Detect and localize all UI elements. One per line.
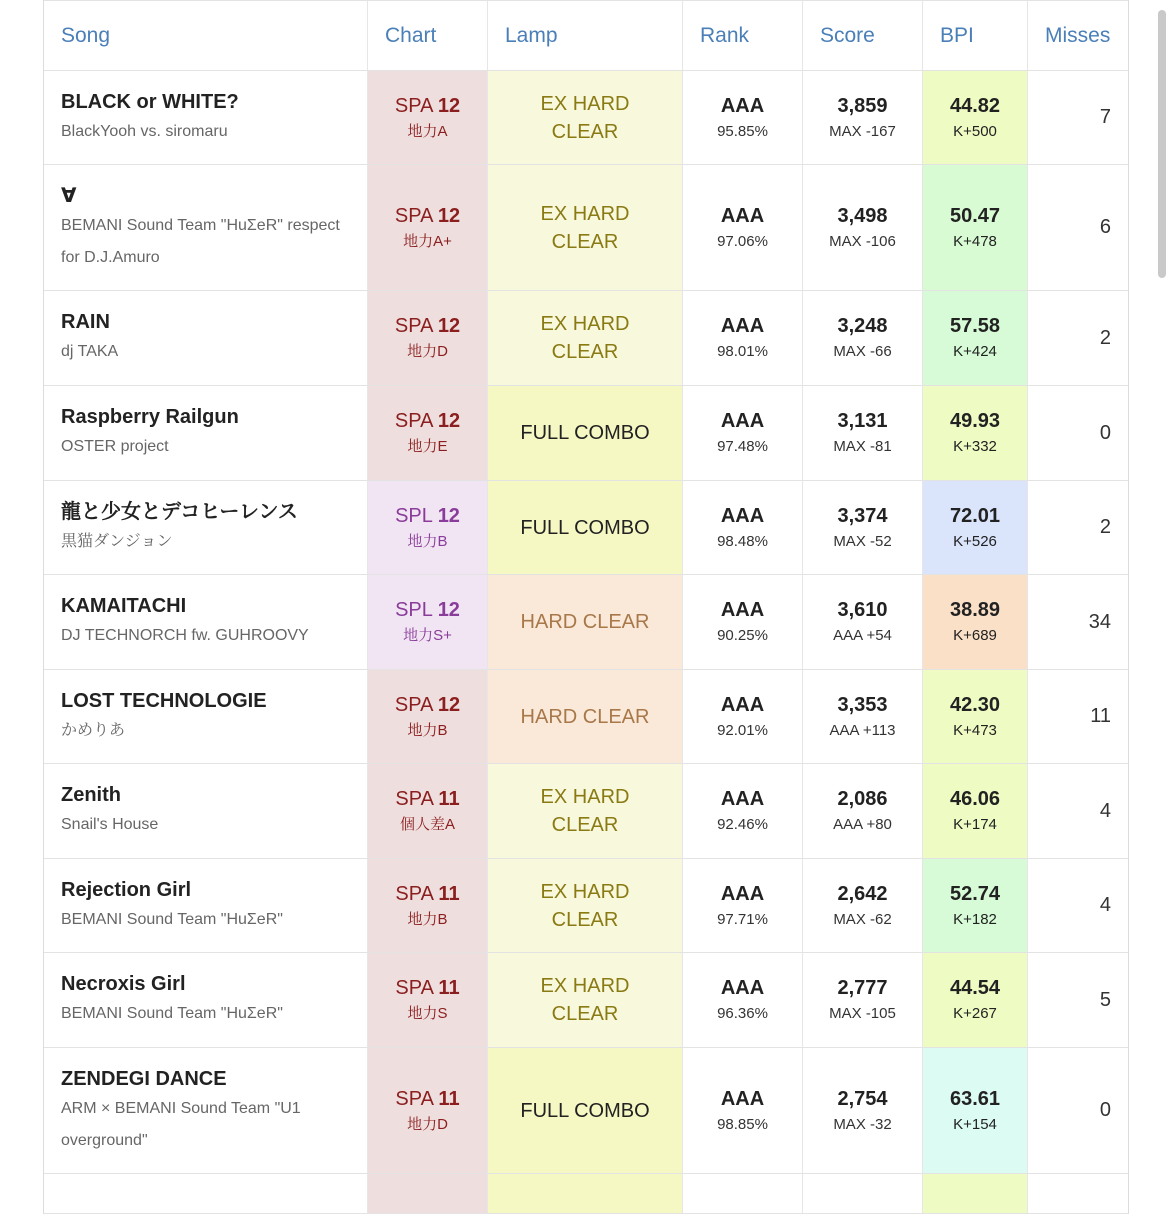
rank-grade: AAA	[720, 977, 765, 999]
chart-tier: 地力S	[407, 1005, 448, 1022]
bpi-value: 63.61	[949, 1087, 1001, 1110]
rank-grade: AAA	[720, 788, 765, 810]
score-cell	[803, 71, 923, 164]
song-artist: BEMANI Sound Team "HuΣeR"	[61, 910, 283, 928]
bpi-value: 42.30	[949, 693, 1001, 716]
chart-cell	[368, 165, 488, 290]
bpi-value: 52.74	[949, 882, 1001, 905]
song-title[interactable]: ZENDEGI DANCE	[61, 1067, 227, 1090]
song-title[interactable]: ∀	[61, 184, 77, 207]
chart-difficulty: SPA 12	[394, 94, 461, 117]
rank-cell	[683, 165, 803, 290]
bpi-value: 57.58	[949, 315, 1001, 337]
rank-rate: 95.85%	[717, 122, 768, 140]
bpi-kaiden: K+500	[953, 122, 997, 140]
chart-difficulty: SPA 12	[394, 204, 461, 227]
score-value: 3,374	[837, 504, 888, 527]
lamp-cell	[488, 481, 683, 574]
chart-tier: 地力B	[407, 721, 448, 739]
table-row[interactable]	[44, 71, 1128, 165]
song-title[interactable]: Raspberry Railgun	[61, 406, 239, 428]
bpi-kaiden: K+689	[953, 627, 997, 644]
header-bpi[interactable]: BPI	[923, 1, 1028, 70]
chart-tier: 地力A	[407, 122, 448, 140]
rank-rate: 92.01%	[717, 721, 768, 739]
scrollbar[interactable]	[1158, 10, 1166, 278]
misses-cell	[1028, 764, 1128, 858]
bpi-value: 72.01	[949, 504, 1001, 527]
score-value: 3,610	[837, 599, 888, 621]
score-diff: MAX -62	[833, 910, 892, 928]
table-row[interactable]	[44, 1048, 1128, 1174]
table-row[interactable]	[44, 859, 1128, 953]
lamp-label-cont: CLEAR	[551, 341, 619, 363]
rank-rate: 97.48%	[717, 438, 768, 455]
chart-difficulty: SPA 12	[394, 693, 461, 716]
misses-cell	[1028, 859, 1128, 952]
chart-difficulty: SPA 11	[395, 1087, 460, 1110]
score-diff: MAX -32	[833, 1115, 892, 1133]
song-cell	[44, 953, 368, 1047]
score-cell	[803, 859, 923, 952]
rank-rate: 98.85%	[717, 1115, 768, 1133]
bpi-cell	[923, 670, 1028, 763]
bpi-kaiden: K+174	[953, 816, 997, 833]
chart-cell	[368, 575, 488, 669]
song-cell	[44, 1048, 368, 1173]
rank-rate: 90.25%	[717, 627, 768, 644]
misses-cell	[1028, 165, 1128, 290]
misses-cell	[1028, 71, 1128, 164]
lamp-label-cont: CLEAR	[551, 908, 619, 931]
bpi-value: 49.93	[949, 410, 1001, 432]
chart-difficulty: SPL 12	[395, 599, 460, 621]
rank-cell	[683, 71, 803, 164]
misses-cell	[1028, 1174, 1128, 1213]
misses-cell	[1028, 670, 1128, 763]
rank-grade: AAA	[720, 882, 765, 905]
table-body	[44, 71, 1128, 1214]
bpi-cell	[923, 291, 1028, 385]
rank-rate: 98.01%	[717, 343, 768, 360]
rank-grade: AAA	[720, 1087, 765, 1110]
rank-grade: AAA	[720, 599, 765, 621]
rank-cell	[683, 953, 803, 1047]
lamp-cell	[488, 165, 683, 290]
score-value: 2,086	[837, 788, 888, 810]
score-diff: MAX -106	[829, 232, 896, 250]
chart-cell	[368, 859, 488, 952]
song-cell	[44, 670, 368, 763]
bpi-cell	[923, 386, 1028, 480]
song-artist: BlackYooh vs. siromaru	[61, 122, 228, 140]
score-cell	[803, 386, 923, 480]
table-row[interactable]	[44, 1174, 1128, 1214]
table-row[interactable]	[44, 670, 1128, 764]
song-title[interactable]: RAIN	[61, 311, 110, 333]
rank-cell	[683, 291, 803, 385]
chart-tier: 地力B	[407, 532, 448, 550]
misses-cell	[1028, 386, 1128, 480]
misses-cell	[1028, 291, 1128, 385]
bpi-kaiden: K+332	[953, 438, 997, 455]
chart-difficulty: SPA 11	[395, 788, 460, 810]
chart-difficulty: SPA 11	[395, 882, 460, 905]
chart-tier: 地力D	[407, 1115, 448, 1133]
bpi-kaiden: K+154	[953, 1115, 997, 1133]
chart-cell	[368, 670, 488, 763]
table-row[interactable]	[44, 764, 1128, 859]
lamp-label: EX HARD	[540, 92, 630, 115]
bpi-value: 44.54	[949, 977, 1001, 999]
chart-cell	[368, 71, 488, 164]
table-row[interactable]	[44, 953, 1128, 1048]
table-header	[44, 0, 1128, 71]
lamp-cell	[488, 291, 683, 385]
chart-difficulty: SPA 12	[394, 410, 461, 432]
bpi-cell	[923, 1048, 1028, 1173]
score-cell	[803, 481, 923, 574]
song-cell	[44, 481, 368, 574]
misses-count: 7	[1099, 106, 1111, 128]
misses-count: 5	[1099, 988, 1111, 1011]
score-value: 2,754	[837, 1087, 888, 1110]
rank-cell	[683, 764, 803, 858]
lamp-label: HARD CLEAR	[520, 611, 650, 633]
song-title[interactable]: BLACK or WHITE?	[61, 90, 239, 113]
chart-cell	[368, 481, 488, 574]
song-artist: かめりあ	[61, 721, 126, 739]
misses-count: 11	[1090, 705, 1111, 727]
bpi-cell	[923, 953, 1028, 1047]
score-cell	[803, 1048, 923, 1173]
misses-count: 4	[1099, 894, 1111, 916]
score-cell	[803, 670, 923, 763]
score-diff: AAA +54	[833, 627, 892, 644]
lamp-cell	[488, 953, 683, 1047]
chart-tier: 地力A+	[403, 232, 452, 250]
lamp-cell	[488, 670, 683, 763]
header-score[interactable]: Score	[803, 1, 923, 70]
lamp-label: FULL COMBO	[520, 516, 650, 539]
song-artist: dj TAKA	[61, 343, 119, 360]
misses-count: 4	[1099, 799, 1111, 822]
misses-cell	[1028, 481, 1128, 574]
bpi-kaiden: K+267	[953, 1005, 997, 1022]
score-value: 2,777	[837, 977, 888, 999]
song-title[interactable]: 龍と少女とデコヒーレンス	[61, 500, 298, 523]
misses-count: 0	[1099, 421, 1111, 444]
bpi-value: 44.82	[949, 94, 1001, 117]
song-artist: Snail's House	[61, 816, 159, 833]
misses-cell	[1028, 1048, 1128, 1173]
score-diff: MAX -52	[833, 532, 892, 550]
header-chart[interactable]: Chart	[368, 1, 488, 70]
lamp-label: EX HARD	[540, 786, 630, 808]
chart-tier: 地力E	[407, 438, 448, 455]
misses-count: 2	[1099, 516, 1111, 538]
lamp-label: FULL COMBO	[520, 1099, 650, 1122]
rank-grade: AAA	[720, 410, 765, 432]
score-value: 3,131	[837, 410, 888, 432]
lamp-cell	[488, 859, 683, 952]
rank-cell	[683, 670, 803, 763]
rank-grade: AAA	[720, 94, 765, 117]
chart-difficulty: SPA 12	[394, 315, 461, 337]
bpi-kaiden: K+478	[953, 232, 997, 250]
header-rank[interactable]: Rank	[683, 1, 803, 70]
song-cell	[44, 291, 368, 385]
score-value: 2,642	[837, 882, 888, 905]
rank-rate: 98.48%	[717, 532, 768, 550]
bpi-cell	[923, 764, 1028, 858]
chart-tier: 地力D	[407, 343, 448, 360]
song-artist-cont: overground"	[61, 1131, 148, 1149]
header-song[interactable]: Song	[44, 1, 368, 70]
song-artist-cont: for D.J.Amuro	[61, 248, 160, 266]
song-cell	[44, 71, 368, 164]
table-row[interactable]	[44, 481, 1128, 575]
song-cell	[44, 575, 368, 669]
lamp-label-cont: CLEAR	[551, 230, 619, 253]
song-title[interactable]: Necroxis Girl	[61, 973, 186, 995]
bpi-cell	[923, 859, 1028, 952]
table-row[interactable]	[44, 165, 1128, 291]
misses-count: 6	[1099, 216, 1111, 238]
bpi-cell	[923, 165, 1028, 290]
song-artist: ARM × BEMANI Sound Team "U1	[61, 1099, 301, 1117]
lamp-label: EX HARD	[540, 880, 630, 903]
song-cell	[44, 1174, 368, 1213]
bpi-cell	[923, 71, 1028, 164]
score-diff: MAX -105	[829, 1005, 896, 1022]
rank-cell	[683, 575, 803, 669]
chart-cell	[368, 291, 488, 385]
rank-rate: 97.71%	[717, 910, 768, 928]
misses-count: 34	[1088, 610, 1111, 633]
rank-cell	[683, 481, 803, 574]
song-artist: OSTER project	[61, 438, 169, 455]
chart-cell	[368, 1174, 488, 1213]
lamp-cell	[488, 71, 683, 164]
rank-cell	[683, 386, 803, 480]
rank-rate: 96.36%	[717, 1005, 768, 1022]
header-lamp[interactable]: Lamp	[488, 1, 683, 70]
lamp-label: EX HARD	[540, 313, 630, 335]
misses-count: 2	[1099, 326, 1111, 349]
lamp-label-cont: CLEAR	[551, 814, 619, 836]
chart-tier: 地力S+	[403, 627, 452, 644]
song-artist: BEMANI Sound Team "HuΣeR"	[61, 1005, 283, 1022]
song-artist: DJ TECHNORCH fw. GUHROOVY	[61, 627, 309, 644]
rank-grade: AAA	[720, 693, 765, 716]
table-row[interactable]	[44, 291, 1128, 386]
score-cell	[803, 165, 923, 290]
lamp-cell	[488, 1048, 683, 1173]
rank-cell	[683, 859, 803, 952]
bpi-value: 46.06	[949, 788, 1001, 810]
bpi-value: 50.47	[949, 204, 1001, 227]
chart-difficulty: SPL 12	[395, 504, 460, 527]
song-cell	[44, 165, 368, 290]
chart-difficulty: SPA 11	[395, 977, 460, 999]
table-row[interactable]	[44, 386, 1128, 481]
score-table	[43, 0, 1129, 1214]
rank-grade: AAA	[720, 204, 765, 227]
song-artist: 黒猫ダンジョン	[61, 532, 173, 550]
bpi-kaiden: K+526	[953, 532, 997, 550]
lamp-label: EX HARD	[540, 975, 630, 997]
chart-cell	[368, 953, 488, 1047]
song-title[interactable]: Rejection Girl	[61, 878, 192, 901]
score-diff: MAX -81	[833, 438, 892, 455]
bpi-cell	[923, 481, 1028, 574]
score-cell	[803, 764, 923, 858]
lamp-cell	[488, 575, 683, 669]
song-cell	[44, 764, 368, 858]
lamp-cell	[488, 1174, 683, 1213]
chart-cell	[368, 386, 488, 480]
song-cell	[44, 859, 368, 952]
rank-grade: AAA	[720, 504, 765, 527]
song-artist: BEMANI Sound Team "HuΣeR" respect	[61, 216, 340, 234]
chart-cell	[368, 764, 488, 858]
misses-count: 0	[1099, 1099, 1111, 1121]
score-cell	[803, 291, 923, 385]
score-diff: MAX -167	[829, 122, 896, 140]
bpi-kaiden: K+182	[953, 910, 997, 928]
misses-cell	[1028, 953, 1128, 1047]
score-diff: AAA +80	[833, 816, 892, 833]
song-title[interactable]: KAMAITACHI	[61, 595, 187, 617]
lamp-label-cont: CLEAR	[551, 120, 619, 143]
score-value: 3,353	[837, 693, 888, 716]
misses-cell	[1028, 575, 1128, 669]
bpi-kaiden: K+473	[953, 721, 997, 739]
rank-cell	[683, 1048, 803, 1173]
chart-tier: 地力B	[407, 910, 448, 928]
lamp-cell	[488, 386, 683, 480]
rank-rate: 97.06%	[717, 232, 768, 250]
lamp-label-cont: CLEAR	[551, 1003, 619, 1025]
lamp-label: HARD CLEAR	[520, 705, 650, 728]
score-cell	[803, 953, 923, 1047]
rank-rate: 92.46%	[717, 816, 768, 833]
header-misses[interactable]: Misses	[1028, 1, 1128, 70]
chart-cell	[368, 1048, 488, 1173]
score-value: 3,498	[837, 204, 888, 227]
score-diff: AAA +113	[829, 721, 896, 739]
score-value: 3,859	[837, 94, 888, 117]
chart-tier: 個人差A	[399, 816, 455, 833]
lamp-label: EX HARD	[540, 202, 630, 225]
bpi-cell	[923, 1174, 1028, 1213]
score-value: 3,248	[837, 315, 888, 337]
song-title[interactable]: Zenith	[61, 784, 121, 806]
table-row[interactable]	[44, 575, 1128, 670]
score-cell	[803, 575, 923, 669]
lamp-label: FULL COMBO	[520, 422, 650, 444]
song-title[interactable]: LOST TECHNOLOGIE	[61, 689, 267, 712]
score-cell	[803, 1174, 923, 1213]
score-diff: MAX -66	[833, 343, 892, 360]
bpi-value: 38.89	[949, 599, 1001, 621]
rank-cell	[683, 1174, 803, 1213]
bpi-kaiden: K+424	[953, 343, 997, 360]
song-cell	[44, 386, 368, 480]
bpi-cell	[923, 575, 1028, 669]
lamp-cell	[488, 764, 683, 858]
rank-grade: AAA	[720, 315, 765, 337]
